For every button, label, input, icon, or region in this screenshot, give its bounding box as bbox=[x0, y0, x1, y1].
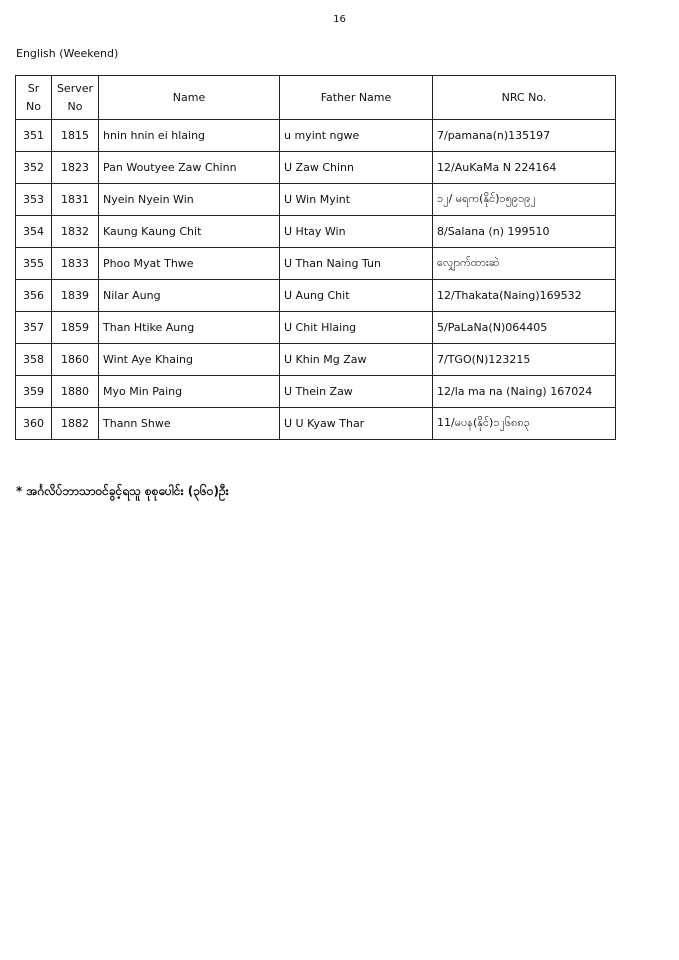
cell-sr-no: 357 bbox=[16, 312, 52, 344]
header-nrc-no: NRC No. bbox=[433, 76, 616, 120]
cell-server-no: 1832 bbox=[52, 216, 99, 248]
section-title: English (Weekend) bbox=[16, 47, 119, 60]
cell-server-no: 1815 bbox=[52, 120, 99, 152]
cell-father-name: U Khin Mg Zaw bbox=[280, 344, 433, 376]
cell-server-no: 1823 bbox=[52, 152, 99, 184]
table-row bbox=[16, 312, 616, 344]
cell-name: Myo Min Paing bbox=[99, 376, 280, 408]
cell-father-name: u myint ngwe bbox=[280, 120, 433, 152]
cell-name: Nilar Aung bbox=[99, 280, 280, 312]
cell-sr-no: 353 bbox=[16, 184, 52, 216]
cell-server-no: 1831 bbox=[52, 184, 99, 216]
cell-server-no: 1880 bbox=[52, 376, 99, 408]
cell-name: Kaung Kaung Chit bbox=[99, 216, 280, 248]
cell-name: Pan Woutyee Zaw Chinn bbox=[99, 152, 280, 184]
total-footnote: * အင်္ဂလိပ်ဘာသာဝင်ခွင့်ရသူ စုစုပေါင်း (၃၆၀)ဦး bbox=[16, 484, 229, 498]
cell-sr-no: 360 bbox=[16, 408, 52, 440]
header-name: Name bbox=[99, 76, 280, 120]
table-row bbox=[16, 248, 616, 280]
cell-sr-no: 354 bbox=[16, 216, 52, 248]
cell-server-no: 1833 bbox=[52, 248, 99, 280]
cell-nrc-no: 11/မပန(နိုင်)၁၂၆၈၈၃ bbox=[433, 408, 616, 440]
cell-nrc-no: 7/TGO(N)123215 bbox=[433, 344, 616, 376]
cell-name: Nyein Nyein Win bbox=[99, 184, 280, 216]
results-table bbox=[15, 75, 616, 440]
table-row bbox=[16, 152, 616, 184]
header-father-name: Father Name bbox=[280, 76, 433, 120]
cell-nrc-no: 12/la ma na (Naing) 167024 bbox=[433, 376, 616, 408]
cell-sr-no: 355 bbox=[16, 248, 52, 280]
cell-sr-no: 356 bbox=[16, 280, 52, 312]
table-row bbox=[16, 184, 616, 216]
cell-nrc-no: ၁၂/ မရက(နိုင်)၁၅၉၁၉၂ bbox=[433, 184, 616, 216]
cell-father-name: U Win Myint bbox=[280, 184, 433, 216]
table-row bbox=[16, 344, 616, 376]
cell-server-no: 1839 bbox=[52, 280, 99, 312]
cell-name: Than Htike Aung bbox=[99, 312, 280, 344]
header-sr-no: Sr No bbox=[16, 76, 52, 120]
cell-server-no: 1860 bbox=[52, 344, 99, 376]
page-number: 16 bbox=[333, 14, 346, 25]
table-row bbox=[16, 280, 616, 312]
cell-sr-no: 358 bbox=[16, 344, 52, 376]
cell-server-no: 1882 bbox=[52, 408, 99, 440]
cell-nrc-no: 12/Thakata(Naing)169532 bbox=[433, 280, 616, 312]
cell-father-name: U Than Naing Tun bbox=[280, 248, 433, 280]
cell-name: Thann Shwe bbox=[99, 408, 280, 440]
cell-father-name: U Aung Chit bbox=[280, 280, 433, 312]
table-row bbox=[16, 120, 616, 152]
cell-sr-no: 351 bbox=[16, 120, 52, 152]
cell-sr-no: 359 bbox=[16, 376, 52, 408]
cell-name: Phoo Myat Thwe bbox=[99, 248, 280, 280]
table-header-row bbox=[16, 76, 616, 120]
cell-father-name: U Chit Hlaing bbox=[280, 312, 433, 344]
cell-server-no: 1859 bbox=[52, 312, 99, 344]
table-row bbox=[16, 376, 616, 408]
cell-father-name: U U Kyaw Thar bbox=[280, 408, 433, 440]
cell-nrc-no: 12/AuKaMa N 224164 bbox=[433, 152, 616, 184]
cell-father-name: U Zaw Chinn bbox=[280, 152, 433, 184]
cell-name: hnin hnin ei hlaing bbox=[99, 120, 280, 152]
cell-nrc-no: 8/Salana (n) 199510 bbox=[433, 216, 616, 248]
table-row bbox=[16, 408, 616, 440]
table-row bbox=[16, 216, 616, 248]
cell-name: Wint Aye Khaing bbox=[99, 344, 280, 376]
cell-father-name: U Htay Win bbox=[280, 216, 433, 248]
cell-sr-no: 352 bbox=[16, 152, 52, 184]
cell-nrc-no: 7/pamana(n)135197 bbox=[433, 120, 616, 152]
cell-father-name: U Thein Zaw bbox=[280, 376, 433, 408]
cell-nrc-no: လျှောက်ထားဆဲ bbox=[433, 248, 616, 280]
cell-nrc-no: 5/PaLaNa(N)064405 bbox=[433, 312, 616, 344]
header-server-no: Server No bbox=[52, 76, 99, 120]
